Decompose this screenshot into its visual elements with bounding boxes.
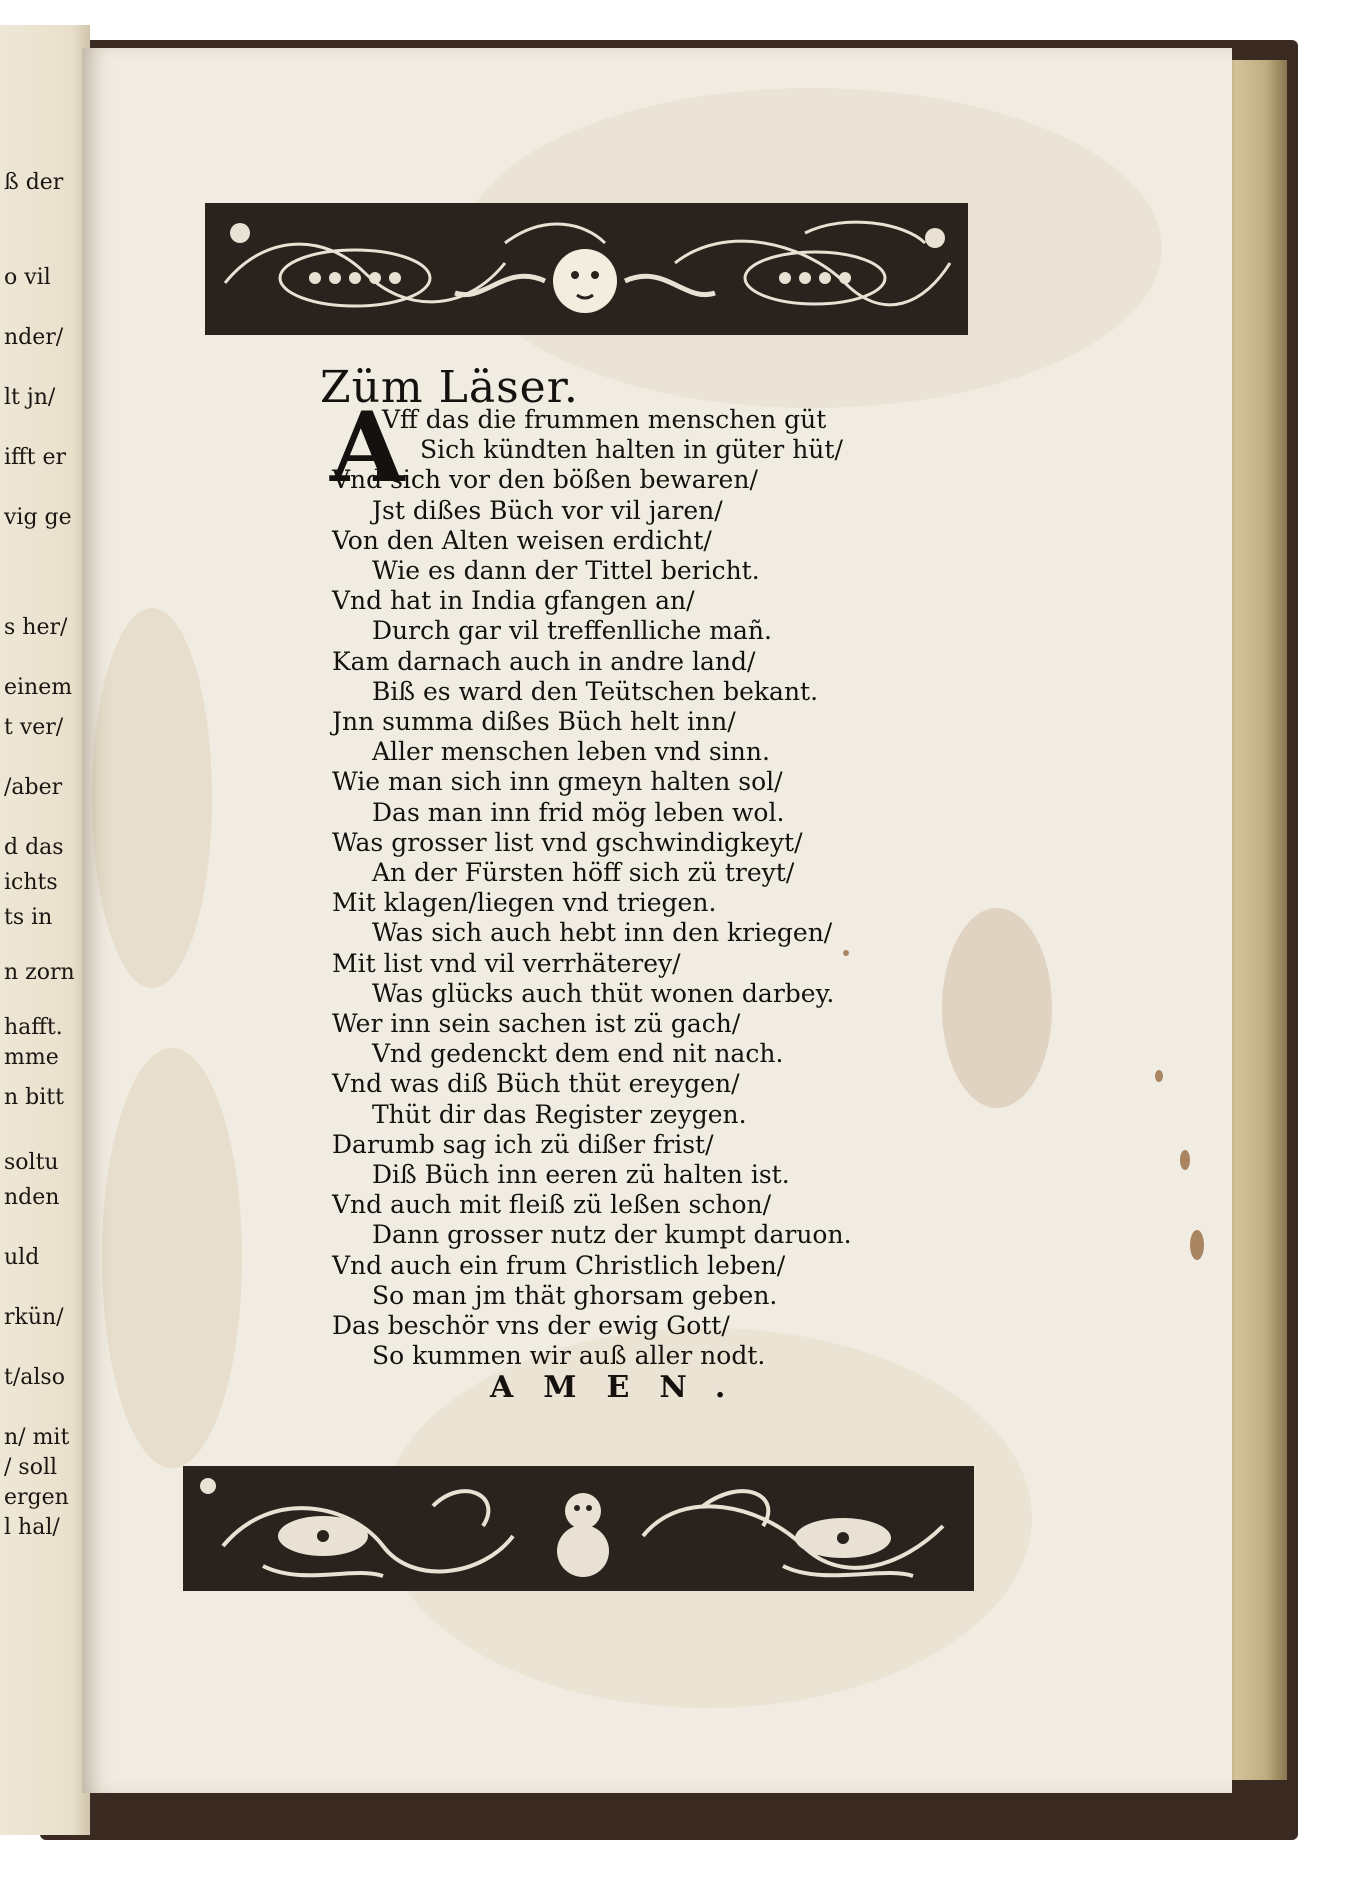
left-page-fragment: nden xyxy=(4,1185,60,1210)
poem-line: Aller menschen leben vnd sinn. xyxy=(372,737,770,767)
poem-line: Vnd auch ein frum Christlich leben/ xyxy=(332,1250,786,1280)
poem-line: Diß Büch inn eeren zü halten ist. xyxy=(372,1160,790,1189)
poem-line: Was glücks auch thüt wonen darbey. xyxy=(372,978,835,1008)
poem-line: Kam darnach auch in andre land/ xyxy=(332,646,756,676)
poem-line: Vnd was diß Büch thüt ereygen/ xyxy=(332,1069,740,1099)
poem-line: Vnd gedenckt dem end nit nach. xyxy=(372,1039,784,1069)
poem-line: Dann grosser nutz der kumpt daruon. xyxy=(372,1220,852,1250)
top-ornament-banner xyxy=(205,203,968,335)
left-page-fragment: n zorn xyxy=(4,960,75,985)
left-page-fragment: ß der xyxy=(4,170,64,195)
poem-line: Vnd hat in India gfangen an/ xyxy=(332,586,695,616)
left-page-fragment: einem xyxy=(4,675,73,700)
left-page-fragment: mme xyxy=(4,1045,59,1070)
left-page-fragment: nder/ xyxy=(4,325,64,350)
poem-line: Wie es dann der Tittel bericht. xyxy=(372,556,760,585)
left-page-fragment: rkün/ xyxy=(4,1305,64,1330)
poem-line: An der Fürsten höff sich zü treyt/ xyxy=(372,858,795,887)
left-page-fragment: lt jn/ xyxy=(4,385,56,410)
poem-line: Das man inn frid mög leben wol. xyxy=(372,797,785,827)
amen: AMEN. xyxy=(490,1370,756,1405)
left-page-fragment: ichts xyxy=(4,870,58,895)
poem-line: Mit klagen/liegen vnd triegen. xyxy=(332,888,717,918)
page-title: Züm Läser. xyxy=(320,362,579,413)
top-ornament-art xyxy=(205,203,968,335)
bottom-ornament-banner xyxy=(183,1466,974,1591)
poem-line: Vff das die frummen menschen güt xyxy=(382,405,827,434)
left-page-fragment: ifft er xyxy=(4,445,67,470)
poem-line: Jnn summa dißes Büch helt inn/ xyxy=(332,707,736,736)
left-page-fragment: soltu xyxy=(4,1150,59,1175)
poem-line: Wie man sich inn gmeyn halten sol/ xyxy=(332,767,783,797)
poem-line: So kummen wir auß aller nodt. xyxy=(372,1341,766,1371)
left-page-fragment: n bitt xyxy=(4,1085,64,1110)
left-page-fragment: t/also xyxy=(4,1365,65,1390)
left-page-fragment: hafft. xyxy=(4,1015,63,1040)
left-page-fragment: / soll xyxy=(4,1455,58,1480)
poem-line: Das beschör vns der ewig Gott/ xyxy=(332,1311,730,1340)
poem-line: Biß es ward den Teütschen bekant. xyxy=(372,676,819,706)
drop-cap: A xyxy=(330,391,405,504)
poem-line: Was sich auch hebt inn den kriegen/ xyxy=(372,918,833,948)
poem-line: So man jm thät ghorsam geben. xyxy=(372,1280,778,1310)
bottom-ornament-art xyxy=(183,1466,974,1591)
left-page-fragment: d das xyxy=(4,835,64,860)
poem-line: Durch gar vil treffenlliche mañ. xyxy=(372,616,772,646)
poem-line: Thüt dir das Register zeygen. xyxy=(372,1099,747,1129)
left-page-fragment: /aber xyxy=(4,775,63,800)
poem-line: Was grosser list vnd gschwindigkeyt/ xyxy=(332,827,803,857)
left-page-fragment: n/ mit xyxy=(4,1425,70,1450)
poem-line: Vnd sich vor den bößen bewaren/ xyxy=(332,465,758,495)
left-page-fragment: ts in xyxy=(4,905,53,930)
left-page-fragment: o vil xyxy=(4,265,51,290)
poem-line: Mit list vnd vil verrhäterey/ xyxy=(332,948,681,978)
left-page-fragment: t ver/ xyxy=(4,715,64,740)
left-page-fragment: vig ge xyxy=(4,505,72,530)
left-page-fragment: ergen xyxy=(4,1485,69,1510)
poem-line: Sich kündten halten in güter hüt/ xyxy=(420,435,843,465)
poem-line: Darumb sag ich zü dißer frist/ xyxy=(332,1129,714,1159)
poem-line: Vnd auch mit fleiß zü leßen schon/ xyxy=(332,1190,772,1220)
left-page xyxy=(0,25,90,1835)
left-page-fragment: l hal/ xyxy=(4,1515,60,1540)
poem-line: Jst dißes Büch vor vil jaren/ xyxy=(372,495,723,525)
poem-line: Von den Alten weisen erdicht/ xyxy=(332,525,712,555)
poem-line: Wer inn sein sachen ist zü gach/ xyxy=(332,1009,741,1038)
left-page-fragment: s her/ xyxy=(4,615,68,640)
left-page-fragment: uld xyxy=(4,1245,40,1270)
